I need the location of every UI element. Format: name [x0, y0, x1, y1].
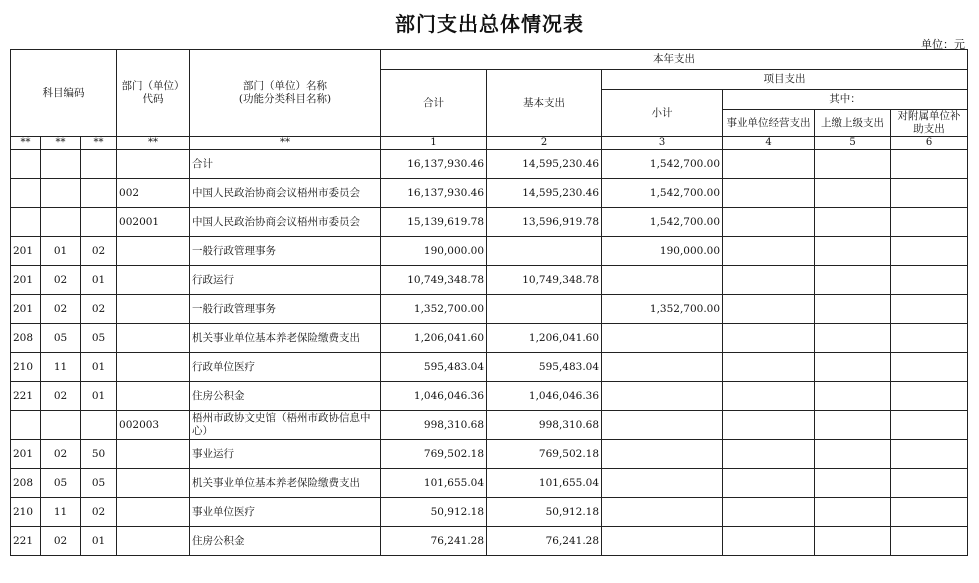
- dept-name-header: [190, 50, 381, 137]
- table-row: [11, 324, 968, 353]
- subject-class-cell: [11, 179, 41, 208]
- subtotal-cell: 1,542,700.00: [602, 179, 723, 208]
- col5-cell: [815, 237, 891, 266]
- total-cell: 50,912.18: [381, 498, 487, 527]
- table-row: [11, 353, 968, 382]
- table-row: [11, 295, 968, 324]
- subject-item-cell: [41, 411, 81, 440]
- col6-cell: [891, 266, 968, 295]
- total-cell: 769,502.18: [381, 440, 487, 469]
- table-row: [11, 527, 968, 556]
- table-row: [11, 498, 968, 527]
- col6-cell: [891, 295, 968, 324]
- dept-name-cell: 行政运行: [190, 266, 381, 295]
- col5-cell: [815, 295, 891, 324]
- total-cell: 1,206,041.60: [381, 324, 487, 353]
- basic-cell: 998,310.68: [487, 411, 602, 440]
- basic-cell: 14,595,230.46: [487, 150, 602, 179]
- dept-code-header: 部门（单位）代码: [117, 50, 190, 137]
- table-body: [11, 150, 968, 556]
- col4-cell: [723, 179, 815, 208]
- subject-class-cell: 201: [11, 295, 41, 324]
- index-cell: 5: [815, 137, 891, 150]
- subject-item-cell: 02: [41, 295, 81, 324]
- dept-name-cell: 一般行政管理事务: [190, 237, 381, 266]
- dept-code-cell: [117, 382, 190, 411]
- total-cell: 16,137,930.46: [381, 150, 487, 179]
- subject-class-cell: 201: [11, 440, 41, 469]
- subject-class-cell: [11, 411, 41, 440]
- subject-subitem-cell: [81, 411, 117, 440]
- col4-cell: [723, 382, 815, 411]
- basic-cell: 101,655.04: [487, 469, 602, 498]
- dept-code-cell: [117, 353, 190, 382]
- col5-cell: [815, 527, 891, 556]
- total-cell: 10,749,348.78: [381, 266, 487, 295]
- index-cell: **: [81, 137, 117, 150]
- col4-cell: [723, 469, 815, 498]
- basic-cell: 10,749,348.78: [487, 266, 602, 295]
- table-row: [11, 469, 968, 498]
- subtotal-cell: [602, 498, 723, 527]
- of-which-header: 其中：: [723, 90, 968, 110]
- total-cell: 15,139,619.78: [381, 208, 487, 237]
- subject-item-cell: [41, 179, 81, 208]
- subject-class-cell: 210: [11, 498, 41, 527]
- col6-cell: [891, 527, 968, 556]
- total-cell: 101,655.04: [381, 469, 487, 498]
- subtotal-cell: [602, 527, 723, 556]
- basic-cell: 1,046,046.36: [487, 382, 602, 411]
- col4-cell: [723, 237, 815, 266]
- subtotal-cell: 1,542,700.00: [602, 208, 723, 237]
- dept-name-cell: 一般行政管理事务: [190, 295, 381, 324]
- subtotal-cell: [602, 411, 723, 440]
- subject-subitem-cell: 01: [81, 353, 117, 382]
- dept-name-cell: 梧州市政协文史馆（梧州市政协信息中心）: [190, 411, 381, 440]
- table-row: [11, 150, 968, 179]
- index-cell: **: [41, 137, 81, 150]
- subtotal-header: 小计: [602, 90, 723, 137]
- subject-class-cell: 221: [11, 382, 41, 411]
- dept-name-cell: 住房公积金: [190, 382, 381, 411]
- col5-cell: [815, 440, 891, 469]
- total-cell: 1,046,046.36: [381, 382, 487, 411]
- col5-cell: [815, 353, 891, 382]
- subject-class-cell: 201: [11, 266, 41, 295]
- col5-cell: [815, 324, 891, 353]
- col4-header: 事业单位经营支出: [723, 110, 815, 137]
- col5-header: 上缴上级支出: [815, 110, 891, 137]
- subject-code-header: 科目编码: [11, 50, 117, 137]
- index-cell: **: [190, 137, 381, 150]
- subject-item-cell: 02: [41, 527, 81, 556]
- basic-cell: 76,241.28: [487, 527, 602, 556]
- col4-cell: [723, 208, 815, 237]
- subtotal-cell: [602, 353, 723, 382]
- col6-cell: [891, 208, 968, 237]
- col5-cell: [815, 469, 891, 498]
- dept-code-cell: [117, 237, 190, 266]
- total-cell: 76,241.28: [381, 527, 487, 556]
- subject-class-cell: 201: [11, 237, 41, 266]
- dept-name-header-line1: 部门（单位）名称: [243, 80, 328, 92]
- table-header: [11, 50, 968, 150]
- subject-item-cell: 02: [41, 382, 81, 411]
- index-cell: 4: [723, 137, 815, 150]
- dept-name-cell: 机关事业单位基本养老保险缴费支出: [190, 469, 381, 498]
- dept-code-cell: 002003: [117, 411, 190, 440]
- col5-cell: [815, 411, 891, 440]
- subtotal-cell: [602, 440, 723, 469]
- col4-cell: [723, 411, 815, 440]
- subject-subitem-cell: [81, 150, 117, 179]
- col6-cell: [891, 440, 968, 469]
- subject-item-cell: 05: [41, 324, 81, 353]
- subject-item-cell: [41, 150, 81, 179]
- subject-class-cell: 208: [11, 469, 41, 498]
- col6-cell: [891, 353, 968, 382]
- subtotal-cell: [602, 469, 723, 498]
- col6-cell: [891, 179, 968, 208]
- dept-name-cell: 中国人民政治协商会议梧州市委员会: [190, 179, 381, 208]
- basic-expenditure-header: 基本支出: [487, 70, 602, 137]
- dept-code-cell: [117, 527, 190, 556]
- subtotal-cell: 1,352,700.00: [602, 295, 723, 324]
- dept-code-cell: [117, 150, 190, 179]
- subtotal-cell: [602, 324, 723, 353]
- subject-subitem-cell: 02: [81, 498, 117, 527]
- dept-code-cell: [117, 498, 190, 527]
- col4-cell: [723, 353, 815, 382]
- table-row: [11, 440, 968, 469]
- index-cell: 1: [381, 137, 487, 150]
- table-row: [11, 208, 968, 237]
- subject-class-cell: 208: [11, 324, 41, 353]
- subject-subitem-cell: 50: [81, 440, 117, 469]
- total-header: 合计: [381, 70, 487, 137]
- subtotal-cell: [602, 382, 723, 411]
- subject-subitem-cell: 01: [81, 382, 117, 411]
- page-title: 部门支出总体情况表: [395, 12, 584, 36]
- subtotal-cell: 1,542,700.00: [602, 150, 723, 179]
- dept-code-cell: 002: [117, 179, 190, 208]
- index-cell: 2: [487, 137, 602, 150]
- subject-subitem-cell: 02: [81, 295, 117, 324]
- col5-cell: [815, 179, 891, 208]
- subtotal-cell: 190,000.00: [602, 237, 723, 266]
- index-cell: 3: [602, 137, 723, 150]
- index-row: [11, 137, 968, 150]
- col6-cell: [891, 411, 968, 440]
- project-expenditure-header: 项目支出: [602, 70, 968, 90]
- annual-expenditure-header: 本年支出: [381, 50, 968, 70]
- dept-name-cell: 行政单位医疗: [190, 353, 381, 382]
- col4-cell: [723, 266, 815, 295]
- col4-cell: [723, 150, 815, 179]
- col5-cell: [815, 382, 891, 411]
- col5-cell: [815, 208, 891, 237]
- col6-cell: [891, 324, 968, 353]
- total-cell: 595,483.04: [381, 353, 487, 382]
- subject-item-cell: 05: [41, 469, 81, 498]
- col6-cell: [891, 498, 968, 527]
- subject-subitem-cell: 02: [81, 237, 117, 266]
- table-row: [11, 266, 968, 295]
- col4-cell: [723, 440, 815, 469]
- subject-class-cell: [11, 208, 41, 237]
- basic-cell: 13,596,919.78: [487, 208, 602, 237]
- index-cell: **: [117, 137, 190, 150]
- dept-code-cell: 002001: [117, 208, 190, 237]
- dept-code-cell: [117, 324, 190, 353]
- subject-subitem-cell: [81, 179, 117, 208]
- subject-class-cell: [11, 150, 41, 179]
- table-row: [11, 179, 968, 208]
- subject-subitem-cell: 05: [81, 324, 117, 353]
- basic-cell: 50,912.18: [487, 498, 602, 527]
- subject-item-cell: 01: [41, 237, 81, 266]
- unit-label: 单位：元: [921, 38, 965, 51]
- dept-code-cell: [117, 469, 190, 498]
- col4-cell: [723, 324, 815, 353]
- dept-name-cell: 机关事业单位基本养老保险缴费支出: [190, 324, 381, 353]
- col4-cell: [723, 295, 815, 324]
- dept-code-cell: [117, 266, 190, 295]
- expenditure-table: [10, 49, 968, 556]
- dept-name-cell: 合计: [190, 150, 381, 179]
- subject-item-cell: 11: [41, 498, 81, 527]
- col5-cell: [815, 498, 891, 527]
- dept-name-header-line2: (功能分类科目名称): [238, 93, 332, 105]
- total-cell: 16,137,930.46: [381, 179, 487, 208]
- col6-cell: [891, 150, 968, 179]
- subject-item-cell: 11: [41, 353, 81, 382]
- basic-cell: [487, 237, 602, 266]
- dept-name-cell: 事业运行: [190, 440, 381, 469]
- col5-cell: [815, 266, 891, 295]
- col5-cell: [815, 150, 891, 179]
- dept-name-cell: 中国人民政治协商会议梧州市委员会: [190, 208, 381, 237]
- subject-item-cell: 02: [41, 266, 81, 295]
- dept-name-cell: 事业单位医疗: [190, 498, 381, 527]
- table-row: [11, 411, 968, 440]
- total-cell: 190,000.00: [381, 237, 487, 266]
- dept-code-cell: [117, 295, 190, 324]
- table-row: [11, 237, 968, 266]
- subject-item-cell: [41, 208, 81, 237]
- subject-subitem-cell: 01: [81, 527, 117, 556]
- index-cell: **: [11, 137, 41, 150]
- dept-name-cell: 住房公积金: [190, 527, 381, 556]
- total-cell: 1,352,700.00: [381, 295, 487, 324]
- index-cell: 6: [891, 137, 968, 150]
- col6-header: 对附属单位补助支出: [891, 110, 968, 137]
- col6-cell: [891, 237, 968, 266]
- subtotal-cell: [602, 266, 723, 295]
- basic-cell: [487, 295, 602, 324]
- basic-cell: 769,502.18: [487, 440, 602, 469]
- col6-cell: [891, 382, 968, 411]
- basic-cell: 1,206,041.60: [487, 324, 602, 353]
- total-cell: 998,310.68: [381, 411, 487, 440]
- basic-cell: 595,483.04: [487, 353, 602, 382]
- subject-subitem-cell: [81, 208, 117, 237]
- subject-class-cell: 210: [11, 353, 41, 382]
- basic-cell: 14,595,230.46: [487, 179, 602, 208]
- subject-subitem-cell: 05: [81, 469, 117, 498]
- table-row: [11, 382, 968, 411]
- col4-cell: [723, 498, 815, 527]
- subject-item-cell: 02: [41, 440, 81, 469]
- subject-class-cell: 221: [11, 527, 41, 556]
- col4-cell: [723, 527, 815, 556]
- subject-subitem-cell: 01: [81, 266, 117, 295]
- col6-cell: [891, 469, 968, 498]
- dept-code-cell: [117, 440, 190, 469]
